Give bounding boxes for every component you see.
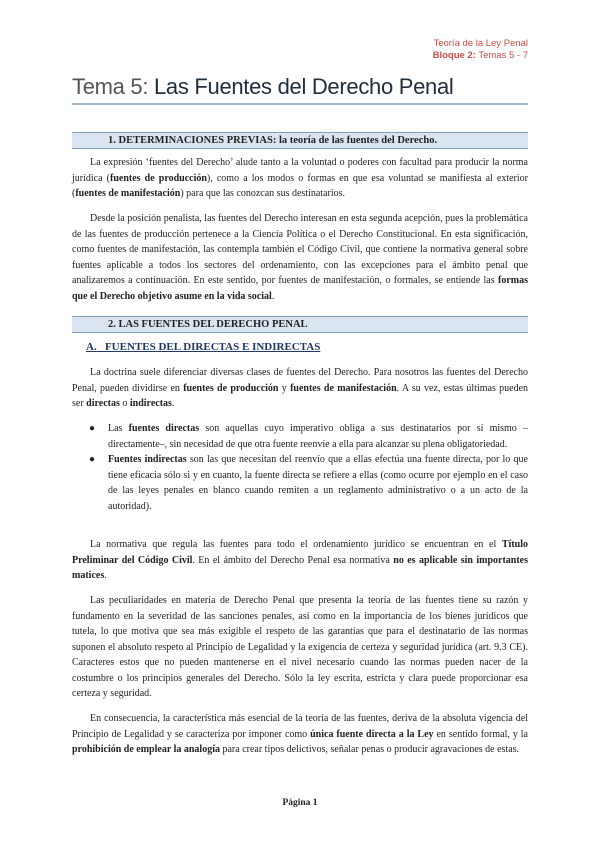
section-1-paragraph-2: Desde la posición penalista, las fuentes del Derecho interesan en esta segunda acepción, pues la problemática de las fuentes de producción pertenece a la Ciencia Política o el Derecho Constitucional. En esta significación, como fuentes de manifestación, las contempla también el Código Civil, que contiene la normativa general sobre fuentes aplicable a todos los sectores del ordenamiento, con las excepciones para el ámbito penal que analizaremos a continuación. En este sentido, por fuentes de manifestación, o formales, se entiende las formas que el Derecho objetivo asume en la vida social. xyxy=(72,213,528,302)
section-2-paragraph-2: La normativa que regula las fuentes para todo el ordenamiento jurídico se encuentran en el Título Preliminar del Código Civil. En el ámbito del Derecho Penal esa normativa no es aplicable sin importantes matices. xyxy=(72,539,529,581)
bullet-dot-icon: ● xyxy=(89,423,96,434)
header-block-topics: Temas 5 - 7 xyxy=(478,50,528,61)
subsection-a-heading xyxy=(86,341,320,353)
subsection-a-title: FUENTES DEL DIRECTAS E INDIRECTAS xyxy=(104,341,321,353)
fuentes-bullet-list xyxy=(72,421,528,514)
bullet-fuentes-indirectas: ● Fuentes indirectas son las que necesitan del reenvío que a ellas efectúa una fuente directa, por lo que tiene eficacia sólo si y en cuanto, la fuente directa se refiere a ellas (como ocurre por ejemplo en el caso de las leyes penales en blanco cuando remiten a un reglamento administrativo o a un acto de la autoridad). xyxy=(89,454,528,512)
page-title xyxy=(72,74,453,100)
header-block: Bloque 2: Temas 5 - 7 xyxy=(432,50,528,61)
section-2-heading-bar xyxy=(72,316,528,333)
header-subject: Teoría de la Ley Penal xyxy=(433,38,528,49)
section-1-heading-bar xyxy=(72,132,528,149)
section-2-paragraph-1: La doctrina suele diferenciar diversas clases de fuentes del Derecho. Para nosotros las fuentes del Derecho Penal, pueden dividirse en fuentes de producción y fuentes de manifestación. A su vez, estas últimas pueden ser directas o indirectas. xyxy=(72,367,529,409)
section-2-heading: 2. LAS FUENTES DEL DERECHO PENAL xyxy=(108,319,308,330)
section-2-paragraph-3: Las peculiaridades en materia de Derecho Penal que presenta la teoría de las fuentes tiene su razón y fundamento en la severidad de las sanciones penales, así como en la importancia de los bienes jurídicos que tutela, lo que motiva que sea más exigible el respeto de las garantías que para el destinatario de las normas suponen el absoluto respeto al Principio de Legalidad y la exigencia de certeza y seguridad jurídica (art. 9.3 CE). Caracteres estos que no pueden mantenerse en el nivel necesario cuando las normas pueden nacer de la costumbre o los principios generales del Derecho. Sólo la ley escrita, estricta y clara puede proporcionar esa certeza y seguridad. xyxy=(72,595,528,699)
section-1-paragraph-1: La expresión ‘fuentes del Derecho’ alude tanto a la voluntad o poderes con facultad para producir la norma jurídica (fuentes de producción), como a los modos o formas en que esa voluntad se manifiesta al exterior (fuentes de manifestación) para que las conozcan sus destinatarios. xyxy=(72,157,528,199)
section-2-paragraph-4: En consecuencia, la característica más esencial de la teoría de las fuentes, deriva de la absoluta vigencia del Principio de Legalidad y se caracteriza por imponer como única fuente directa a la Ley en sentido formal, y la prohibición de emplear la analogía para crear tipos delictivos, señalar penas o producir agravaciones de estas. xyxy=(72,713,528,755)
bullet-dot-icon: ● xyxy=(89,454,96,465)
page-number: Página 1 xyxy=(282,798,318,808)
title-prefix: Tema 5: xyxy=(72,74,149,99)
running-header xyxy=(433,38,528,62)
header-block-label: Bloque 2 xyxy=(432,50,473,61)
title-main: Las Fuentes del Derecho Penal xyxy=(153,74,454,99)
section-1-heading: 1. DETERMINACIONES PREVIAS: la teoría de las fuentes del Derecho. xyxy=(108,135,438,146)
subsection-a-letter: A. xyxy=(86,341,97,353)
bullet-fuentes-directas: ● Las fuentes directas son aquellas cuyo imperativo obliga a sus destinatarios por sí mismo –directamente–, sin necesidad de que otra fuente reenvíe a ella para alcanzar su plena obligatoriedad. xyxy=(89,423,529,450)
title-underline xyxy=(72,103,528,105)
